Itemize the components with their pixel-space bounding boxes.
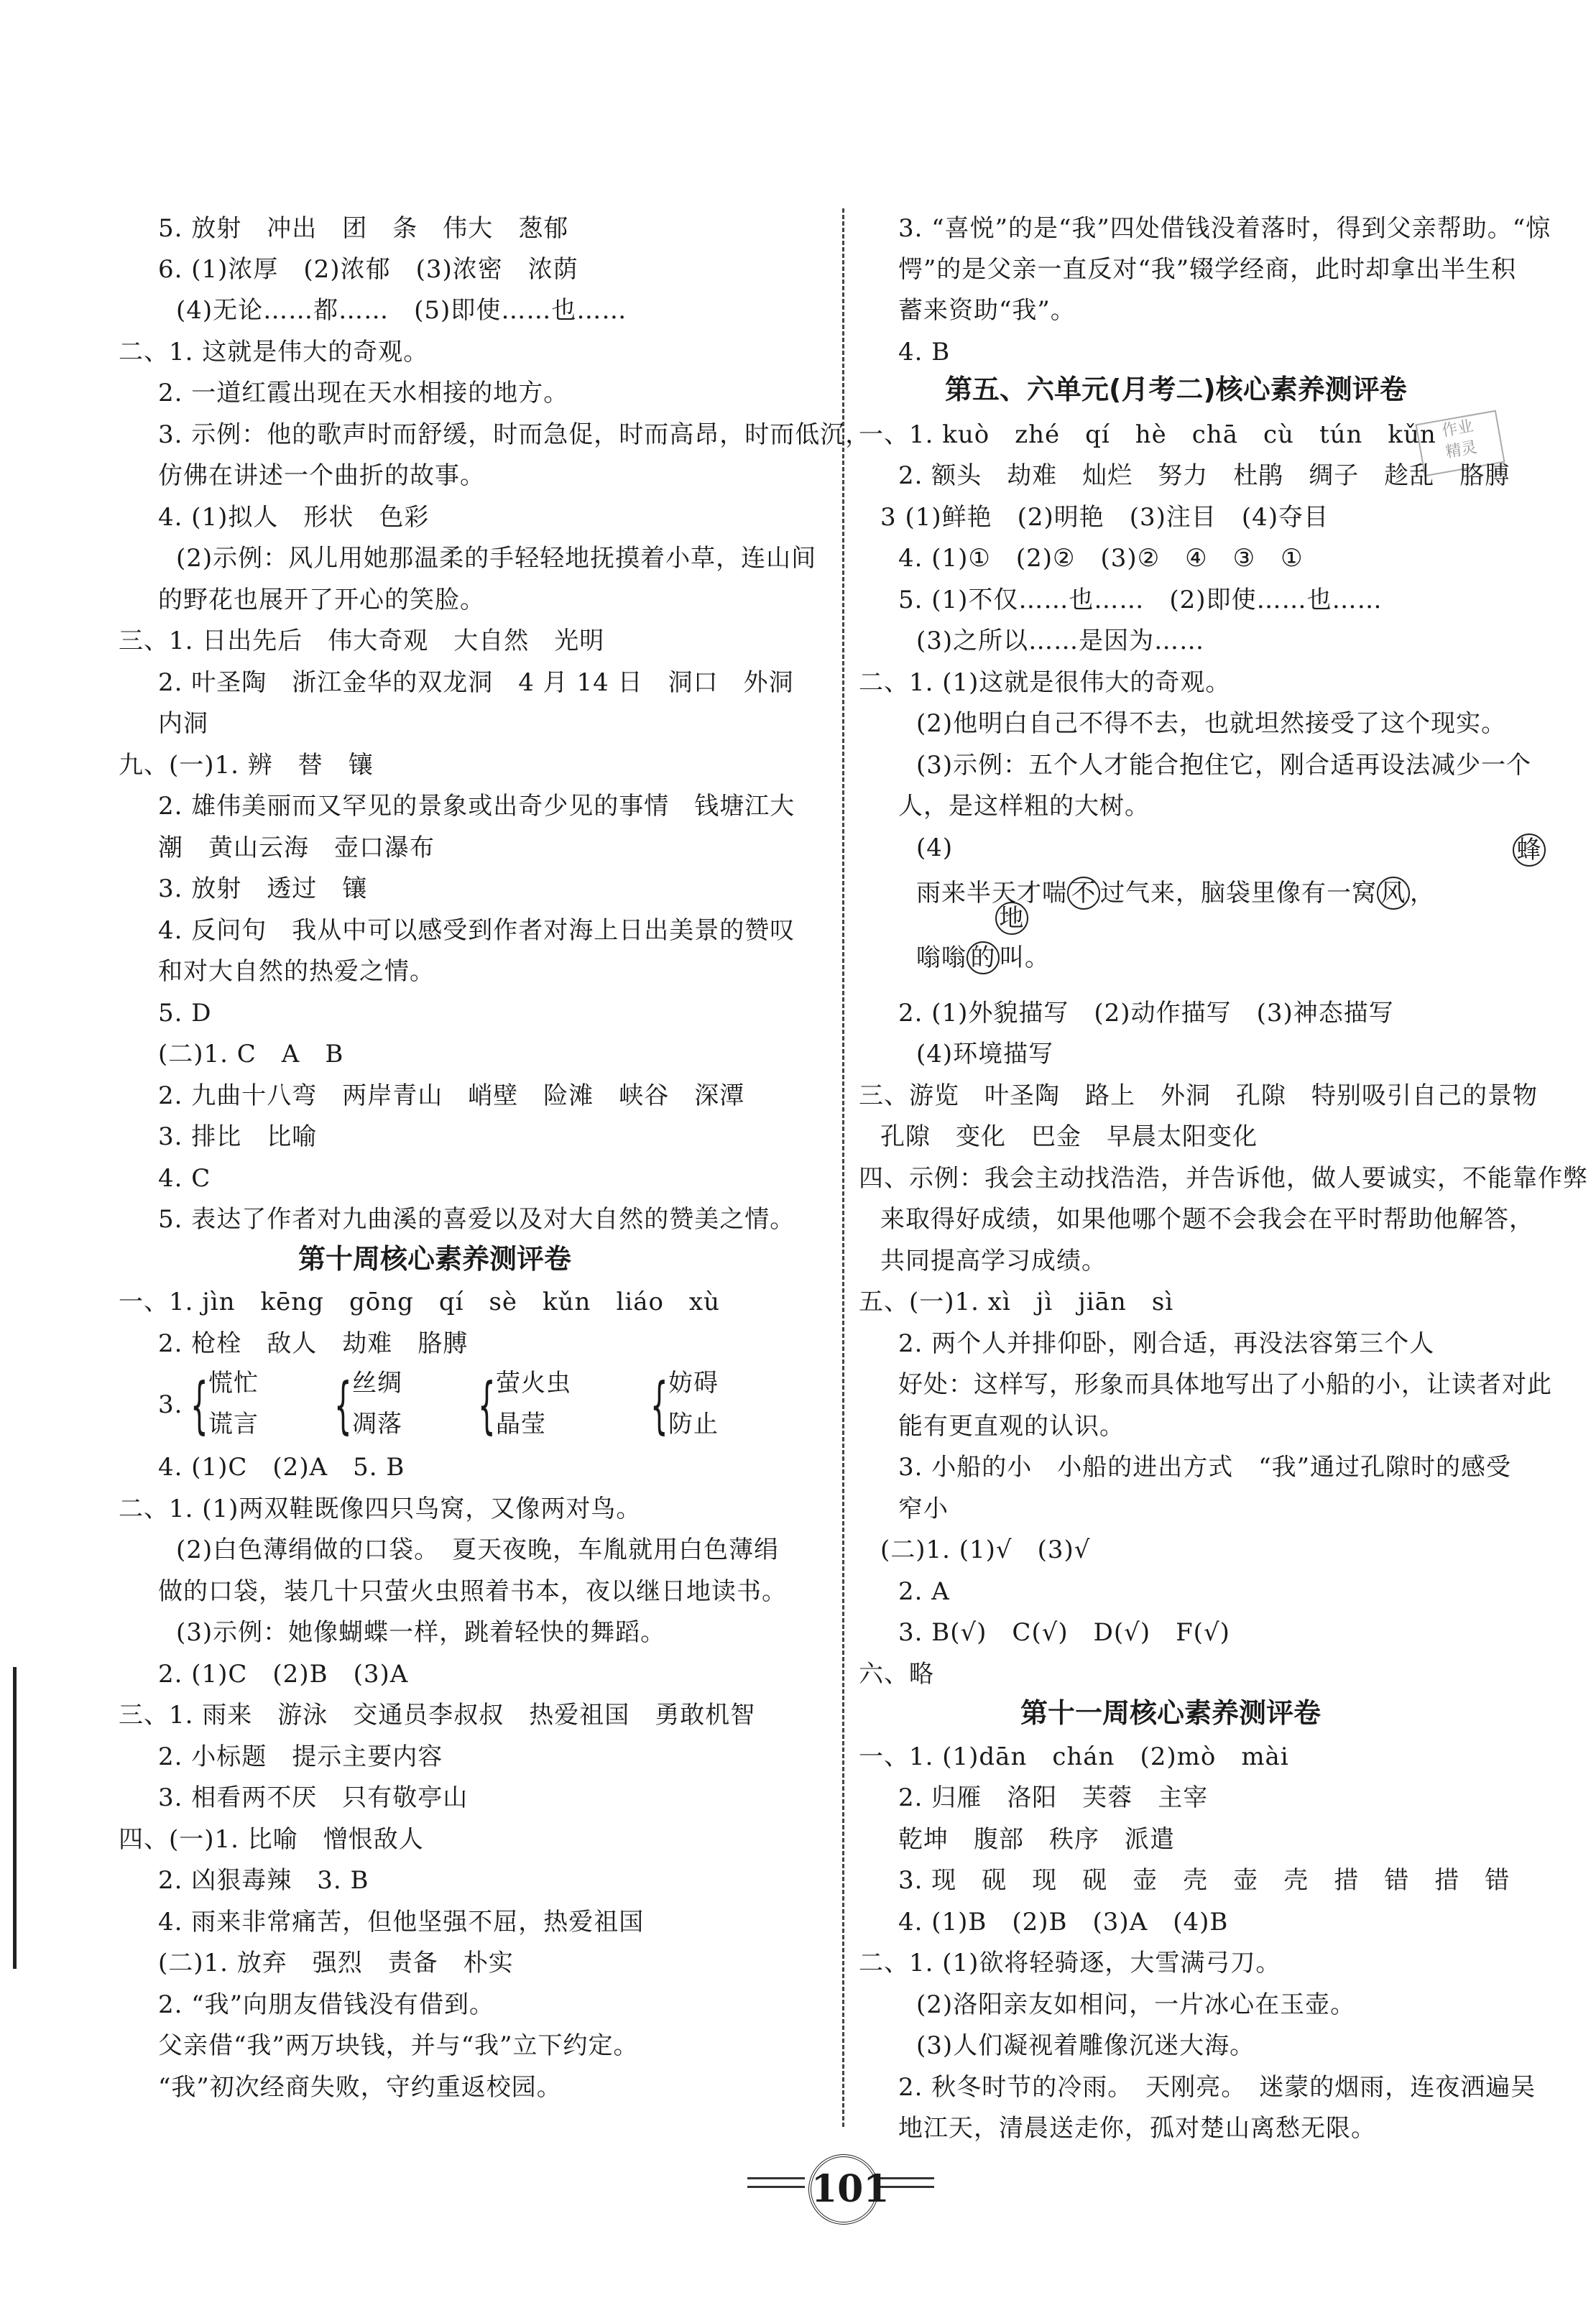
brace: { bbox=[190, 1370, 208, 1441]
answer-line: 潮 黄山云海 壶口瀑布 bbox=[158, 834, 435, 862]
item-label: 3. bbox=[158, 1390, 183, 1419]
answer-line: 和对大自然的热爱之情。 bbox=[158, 957, 435, 986]
answer-line: 愕”的是父亲一直反对“我”辍学经商，此时却拿出半生积 bbox=[898, 255, 1517, 284]
answer-line: (二)1. C A B bbox=[158, 1040, 344, 1068]
answer-line: 来取得好成绩，如果他哪个题不会我会在平时帮助他解答， bbox=[880, 1205, 1534, 1234]
section-title-week10: 第十周核心素养测评卷 bbox=[298, 1243, 572, 1275]
brace: { bbox=[478, 1370, 496, 1441]
answer-line: (3)示例：她像蝴蝶一样，跳着轻快的舞蹈。 bbox=[176, 1618, 666, 1647]
answer-line: 五、(一)1. xì jì jiān sì bbox=[859, 1288, 1174, 1316]
correction-line-1 bbox=[916, 877, 1435, 910]
answer-line: 3. 现 砚 现 砚 壶 壳 壶 壳 措 错 措 错 bbox=[898, 1866, 1510, 1895]
answer-line: 窄小 bbox=[898, 1495, 949, 1523]
answer-line: 好处：这样写，形象而具体地写出了小船的小，让读者对此 bbox=[898, 1370, 1552, 1399]
scan-edge bbox=[13, 1667, 17, 1969]
answer-line: 2. 九曲十八弯 两岸青山 峭壁 险滩 峡谷 深潭 bbox=[158, 1081, 745, 1110]
word-pair-item: 晶莹 bbox=[496, 1410, 546, 1439]
answer-line: 3. 排比 比喻 bbox=[158, 1122, 318, 1151]
answer-line: 3. “喜悦”的是“我”四处借钱没着落时，得到父亲帮助。“惊 bbox=[898, 214, 1551, 243]
answer-line: 4. (1)拟人 形状 色彩 bbox=[158, 503, 430, 532]
answer-line: 人，是这样粗的大树。 bbox=[898, 792, 1150, 821]
answer-line: (二)1. 放弃 强烈 责备 朴实 bbox=[158, 1949, 514, 1977]
answer-line: 仿佛在讲述一个曲折的故事。 bbox=[158, 461, 485, 490]
answer-line: 地江天，清晨送走你，孤对楚山离愁无限。 bbox=[898, 2114, 1376, 2143]
answer-line: 2. A bbox=[898, 1577, 950, 1606]
answer-line: (3)人们凝视着雕像沉迷大海。 bbox=[916, 2031, 1255, 2060]
answer-line: 2. 凶狠毒辣 3. B bbox=[158, 1866, 369, 1895]
answer-line: 九、(一)1. 辨 替 镶 bbox=[119, 751, 374, 780]
section-title-week11: 第十一周核心素养测评卷 bbox=[1020, 1697, 1321, 1729]
word-pair-item: 妨碍 bbox=[668, 1369, 719, 1398]
text-segment: 叫。 bbox=[1000, 943, 1050, 972]
answer-line: 4. 反问句 我从中可以感受到作者对海上日出美景的赞叹 bbox=[158, 916, 795, 945]
answer-line: (3)示例：五个人才能合抱住它，刚合适再设法减少一个 bbox=[916, 751, 1532, 780]
answer-line: 蓄来资助“我”。 bbox=[898, 296, 1076, 325]
answer-line: 5. 表达了作者对九曲溪的喜爱以及对大自然的赞美之情。 bbox=[158, 1205, 795, 1234]
answer-line: 四、示例：我会主动找浩浩，并告诉他，做人要诚实，不能靠作弊 bbox=[859, 1164, 1588, 1193]
answer-line: (2)白色薄绢做的口袋。 夏天夜晚，车胤就用白色薄绢 bbox=[176, 1536, 780, 1564]
text-segment: 雨来半天才喘 bbox=[916, 879, 1067, 908]
answer-line: 2. 枪栓 敌人 劫难 胳膊 bbox=[158, 1329, 469, 1358]
item-3-word-pairs bbox=[158, 1369, 805, 1448]
answer-line: 孔隙 变化 巴金 早晨太阳变化 bbox=[880, 1122, 1258, 1151]
answer-line: 3. 相看两不厌 只有敬亭山 bbox=[158, 1783, 469, 1812]
text-segment: 嗡嗡 bbox=[916, 943, 967, 972]
answer-line: 共同提高学习成绩。 bbox=[880, 1247, 1107, 1275]
answer-line: 2. “我”向朋友借钱没有借到。 bbox=[158, 1990, 495, 2019]
circled-char: 的 bbox=[967, 941, 1000, 974]
insert-char: 地 bbox=[995, 902, 1028, 935]
answer-line: 一、1. jìn kēng gōng qí sè kǔn liáo xù bbox=[119, 1288, 721, 1316]
answer-line: (二)1. (1)√ (3)√ bbox=[880, 1536, 1091, 1564]
answer-line: 5. (1)不仅……也…… (2)即使……也…… bbox=[898, 586, 1383, 614]
column-divider bbox=[842, 208, 844, 2127]
answer-line: 2. 一道红霞出现在天水相接的地方。 bbox=[158, 379, 569, 407]
answer-line: (2)他明白自己不得不去，也就坦然接受了这个现实。 bbox=[916, 709, 1507, 738]
answer-line: 乾坤 腹部 秩序 派遣 bbox=[898, 1825, 1175, 1854]
answer-line: 二、1. (1)这就是很伟大的奇观。 bbox=[859, 668, 1231, 697]
answer-line: (2)示例：风儿用她那温柔的手轻轻地抚摸着小草，连山间 bbox=[176, 544, 817, 573]
answer-line: 二、1. 这就是伟大的奇观。 bbox=[119, 338, 429, 366]
answer-line: 3. 示例：他的歌声时而舒缓，时而急促，时而高昂，时而低沉， bbox=[158, 420, 871, 449]
answer-line: “我”初次经商失败，守约重返校园。 bbox=[158, 2073, 562, 2102]
answer-line: 能有更直观的认识。 bbox=[898, 1412, 1125, 1441]
answer-line: 5. 放射 冲出 团 条 伟大 葱郁 bbox=[158, 214, 569, 243]
answer-line: 做的口袋，装几十只萤火虫照着书本，夜以继日地读书。 bbox=[158, 1577, 787, 1606]
text-segment: 过气来，脑袋里像有一窝 bbox=[1100, 879, 1377, 908]
answer-line: (4)无论……都…… (5)即使……也…… bbox=[176, 296, 627, 325]
section-title-unit56: 第五、六单元(月考二)核心素养测评卷 bbox=[945, 374, 1407, 405]
word-pair-item: 丝绸 bbox=[352, 1369, 402, 1398]
brace: { bbox=[334, 1370, 352, 1441]
answer-line: 3. 小船的小 小船的进出方式 “我”通过孔隙时的感受 bbox=[898, 1453, 1512, 1482]
answer-line: 4. 雨来非常痛苦，但他坚强不屈，热爱祖国 bbox=[158, 1908, 645, 1936]
answer-line: 三、游览 叶圣陶 路上 外洞 孔隙 特别吸引自己的景物 bbox=[859, 1081, 1538, 1110]
answer-line: 二、1. (1)欲将轻骑逐，大雪满弓刀。 bbox=[859, 1949, 1281, 1977]
correction-line-2 bbox=[916, 941, 1050, 974]
answer-line: 4. B bbox=[898, 338, 951, 366]
answer-line: 2. 叶圣陶 浙江金华的双龙洞 4 月 14 日 洞口 外洞 bbox=[158, 668, 794, 697]
word-pair-item: 谎言 bbox=[208, 1410, 259, 1439]
answer-line: 三、1. 雨来 游泳 交通员李叔叔 热爱祖国 勇敢机智 bbox=[119, 1701, 756, 1730]
answer-line: 2. 小标题 提示主要内容 bbox=[158, 1742, 443, 1771]
page-number: 101 bbox=[808, 2154, 879, 2225]
answer-line: 4. (1)① (2)② (3)② ④ ③ ① bbox=[898, 544, 1304, 573]
answer-line: (4)环境描写 bbox=[916, 1040, 1054, 1068]
answer-line: 六、略 bbox=[859, 1660, 934, 1689]
answer-line: 四、(一)1. 比喻 憎恨敌人 bbox=[119, 1825, 424, 1854]
word-pair-item: 慌忙 bbox=[208, 1369, 259, 1398]
answer-line: 2. 秋冬时节的冷雨。 天刚亮。 迷蒙的烟雨，连夜洒遍吴 bbox=[898, 2073, 1536, 2102]
answer-line: 4. (1)B (2)B (3)A (4)B bbox=[898, 1908, 1229, 1936]
answer-line: (3)之所以……是因为…… bbox=[916, 627, 1205, 655]
word-pair-item: 萤火虫 bbox=[496, 1369, 571, 1398]
answer-line: 一、1. (1)dān chán (2)mò mài bbox=[859, 1742, 1289, 1771]
text-segment: ， bbox=[1410, 879, 1435, 908]
insert-char: 蜂 bbox=[1513, 834, 1546, 867]
page-number-badge bbox=[747, 2148, 934, 2227]
circled-char: 风 bbox=[1377, 877, 1410, 910]
answer-line: 2. (1)C (2)B (3)A bbox=[158, 1660, 409, 1689]
answer-line: 2. 归雁 洛阳 芙蓉 主宰 bbox=[898, 1783, 1209, 1812]
circled-char: 不 bbox=[1067, 877, 1100, 910]
answer-line: (2)洛阳亲友如相问，一片冰心在玉壶。 bbox=[916, 1990, 1356, 2019]
answer-line: 一、1. kuò zhé qí hè chā cù tún kǔn bbox=[859, 420, 1436, 449]
answer-line: 内洞 bbox=[158, 709, 208, 738]
answer-line: 4. C bbox=[158, 1164, 211, 1193]
word-pair-item: 凋落 bbox=[352, 1410, 402, 1439]
answer-line: 父亲借“我”两万块钱，并与“我”立下约定。 bbox=[158, 2031, 639, 2060]
answer-line: 的野花也展开了开心的笑脸。 bbox=[158, 586, 485, 614]
answer-line: 三、1. 日出先后 伟大奇观 大自然 光明 bbox=[119, 627, 605, 655]
answer-line: (4) bbox=[916, 834, 954, 862]
answer-line: 3. 放射 透过 镶 bbox=[158, 874, 368, 903]
answer-line: 2. 两个人并排仰卧，刚合适，再没法容第三个人 bbox=[898, 1329, 1435, 1358]
answer-line: 2. 雄伟美丽而又罕见的景象或出奇少见的事情 钱塘江大 bbox=[158, 792, 795, 821]
answer-line: 4. (1)C (2)A 5. B bbox=[158, 1453, 405, 1482]
answer-line: 2. 额头 劫难 灿烂 努力 杜鹃 绸子 趁乱 胳膊 bbox=[898, 461, 1510, 490]
answer-line: 二、1. (1)两双鞋既像四只鸟窝，又像两对鸟。 bbox=[119, 1495, 642, 1523]
watermark-stamp: 作业 精灵 bbox=[1415, 410, 1505, 477]
brace: { bbox=[650, 1370, 668, 1441]
answer-line: 3. B(√) C(√) D(√) F(√) bbox=[898, 1618, 1230, 1647]
answer-line: 6. (1)浓厚 (2)浓郁 (3)浓密 浓荫 bbox=[158, 255, 578, 284]
answer-line: 3 (1)鲜艳 (2)明艳 (3)注目 (4)夺目 bbox=[880, 503, 1329, 532]
answer-line: 2. (1)外貌描写 (2)动作描写 (3)神态描写 bbox=[898, 999, 1394, 1028]
answer-line: 5. D bbox=[158, 999, 212, 1028]
correction-exercise bbox=[916, 836, 1563, 992]
word-pair-item: 防止 bbox=[668, 1410, 719, 1439]
